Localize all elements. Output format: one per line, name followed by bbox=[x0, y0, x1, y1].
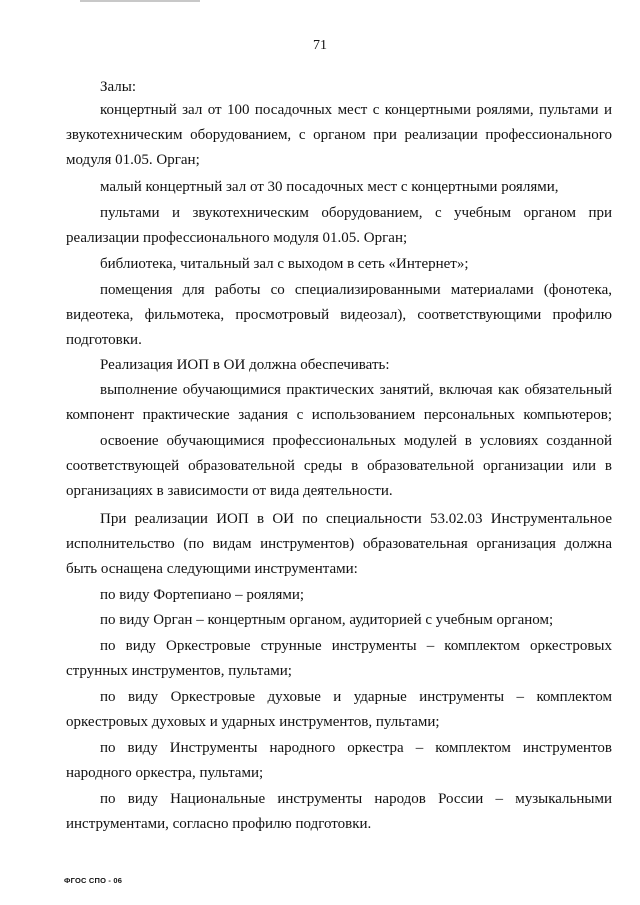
text-line: Реализация ИОП в ОИ должна обеспечивать: bbox=[100, 357, 390, 373]
text-line: по виду Оркестровые струнные инструменты – комплектом оркестровых bbox=[100, 638, 612, 654]
text-line: реализации профессионального модуля 01.05. Орган; bbox=[66, 230, 408, 246]
text-line: выполнение обучающимися практических занятий, включая как обязательный bbox=[100, 382, 612, 398]
text-line: малый концертный зал от 30 посадочных мест с концертными роялями, bbox=[100, 179, 559, 195]
text-line: Залы: bbox=[100, 79, 137, 95]
scan-top-edge-line bbox=[80, 0, 200, 2]
text-line: подготовки. bbox=[66, 332, 142, 348]
text-line: помещения для работы со специализированными материалами (фонотека, bbox=[100, 282, 612, 298]
footer-document-code: ФГОС СПО - 06 bbox=[64, 876, 123, 885]
text-line: по виду Фортепиано – роялями; bbox=[100, 587, 305, 603]
page-number: 71 bbox=[313, 38, 327, 53]
text-line: соответствующей образовательной среды в образовательной организации или в bbox=[66, 458, 612, 474]
text-line: инструментами, согласно профилю подготовки. bbox=[66, 816, 372, 832]
text-line: исполнительство (по видам инструментов) образовательная организация должна bbox=[66, 536, 612, 552]
text-line: быть оснащена следующими инструментами: bbox=[66, 561, 358, 577]
text-line: пультами и звукотехническим оборудованием, с учебным органом при bbox=[100, 205, 612, 221]
text-line: по виду Оркестровые духовые и ударные инструменты – комплектом bbox=[100, 689, 612, 705]
text-line: освоение обучающимися профессиональных модулей в условиях созданной bbox=[100, 433, 612, 449]
text-line: по виду Национальные инструменты народов России – музыкальными bbox=[100, 791, 612, 807]
text-line: струнных инструментов, пультами; bbox=[66, 663, 292, 679]
text-line: по виду Инструменты народного оркестра – комплектом инструментов bbox=[100, 740, 612, 756]
text-line: библиотека, читальный зал с выходом в сеть «Интернет»; bbox=[100, 256, 469, 272]
text-line: оркестровых духовых и ударных инструментов, пультами; bbox=[66, 714, 440, 730]
text-line: модуля 01.05. Орган; bbox=[66, 152, 200, 168]
text-line: по виду Орган – концертным органом, аудиторией с учебным органом; bbox=[100, 612, 554, 628]
text-line: концертный зал от 100 посадочных мест с концертными роялями, пультами и bbox=[100, 102, 612, 118]
text-line: При реализации ИОП в ОИ по специальности 53.02.03 Инструментальное bbox=[100, 511, 612, 527]
text-line: звукотехническим оборудованием, с органом при реализации профессионального bbox=[66, 127, 612, 143]
text-line: компонент практические задания с использованием персональных компьютеров; bbox=[66, 407, 612, 423]
text-line: народного оркестра, пультами; bbox=[66, 765, 264, 781]
text-line: организациях в зависимости от вида деятельности. bbox=[66, 483, 393, 499]
text-line: видеотека, фильмотека, просмотровый видеозал), соответствующими профилю bbox=[66, 307, 612, 323]
